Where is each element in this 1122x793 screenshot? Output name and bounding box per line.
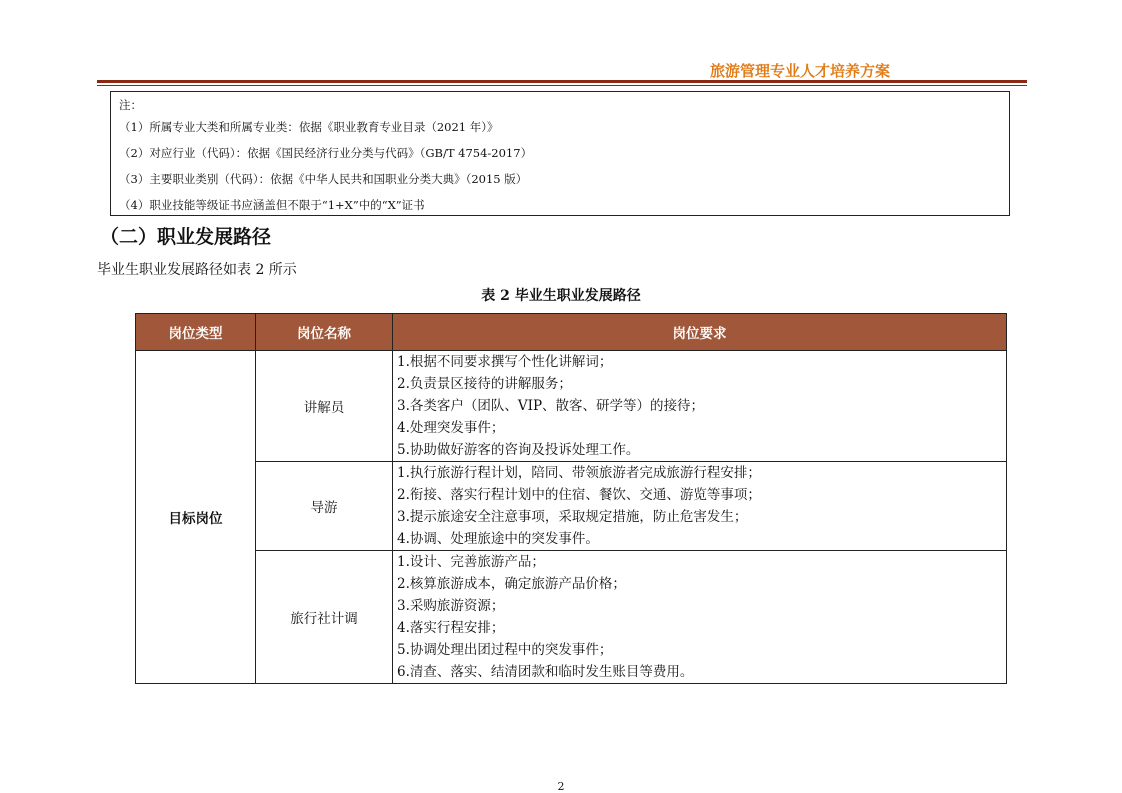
- note-item: （3）主要职业类别（代码）：依据《中华人民共和国职业分类大典》（2015 版）: [119, 172, 528, 186]
- requirement-item: 6.清查、落实、结清团款和临时发生账目等费用。: [397, 664, 694, 680]
- position-type-cell: 目标岗位: [136, 351, 256, 684]
- requirement-item: 5.协助做好游客的咨询及投诉处理工作。: [397, 442, 640, 458]
- document-header-title: 旅游管理专业人才培养方案: [709, 62, 890, 80]
- requirement-item: 1.根据不同要求撰写个性化讲解词；: [397, 354, 613, 370]
- header-cell-type: 岗位类型: [136, 314, 256, 351]
- note-item: （4）职业技能等级证书应涵盖但不限于“1+X”中的“X”证书: [119, 198, 425, 212]
- table-row: [136, 351, 1007, 462]
- page-number: 2: [557, 780, 565, 793]
- table-row: [136, 462, 1007, 551]
- requirement-item: 5.协调处理出团过程中的突发事件；: [397, 642, 613, 658]
- requirement-item: 2.衔接、落实行程计划中的住宿、餐饮、交通、游览等事项；: [397, 487, 761, 503]
- requirement-item: 2.核算旅游成本，确定旅游产品价格；: [397, 576, 626, 592]
- table-header-row: [136, 314, 1007, 351]
- note-item: （2）对应行业（代码）：依据《国民经济行业分类与代码》（GB/T 4754-2017）: [119, 146, 533, 160]
- header-rule-thin: [97, 85, 1027, 86]
- position-name-cell: 导游: [256, 462, 393, 551]
- requirements-cell: [393, 351, 1007, 462]
- header-cell-requirements: 岗位要求: [393, 314, 1007, 351]
- note-item: （1）所属专业大类和所属专业类：依据《职业教育专业目录（2021 年）》: [119, 120, 499, 134]
- section-intro: 毕业生职业发展路径如表 2 所示: [97, 262, 297, 278]
- requirement-item: 2.负责景区接待的讲解服务；: [397, 376, 572, 392]
- career-path-table: [135, 313, 1007, 684]
- requirement-item: 4.处理突发事件；: [397, 420, 505, 436]
- requirement-item: 4.落实行程安排；: [397, 620, 505, 636]
- table-row: [136, 551, 1007, 684]
- table-caption: 表 2 毕业生职业发展路径: [481, 288, 641, 304]
- requirements-cell: [393, 551, 1007, 684]
- requirement-item: 3.各类客户（团队、VIP、散客、研学等）的接待；: [397, 398, 705, 414]
- requirement-item: 3.采购旅游资源；: [397, 598, 505, 614]
- requirement-item: 4.协调、处理旅途中的突发事件。: [397, 531, 599, 547]
- requirement-item: 1.设计、完善旅游产品；: [397, 554, 545, 570]
- notes-box: [110, 91, 1010, 216]
- header-cell-name: 岗位名称: [256, 314, 393, 351]
- position-name-cell: 旅行社计调: [256, 551, 393, 684]
- position-name-cell: 讲解员: [256, 351, 393, 462]
- requirements-cell: [393, 462, 1007, 551]
- section-title: （二）职业发展路径: [100, 226, 272, 248]
- notes-head: 注：: [119, 98, 142, 112]
- header-rule-thick: [97, 80, 1027, 83]
- requirement-item: 1.执行旅游行程计划，陪同、带领旅游者完成旅游行程安排；: [397, 465, 761, 481]
- requirement-item: 3.提示旅途安全注意事项，采取规定措施，防止危害发生；: [397, 509, 748, 525]
